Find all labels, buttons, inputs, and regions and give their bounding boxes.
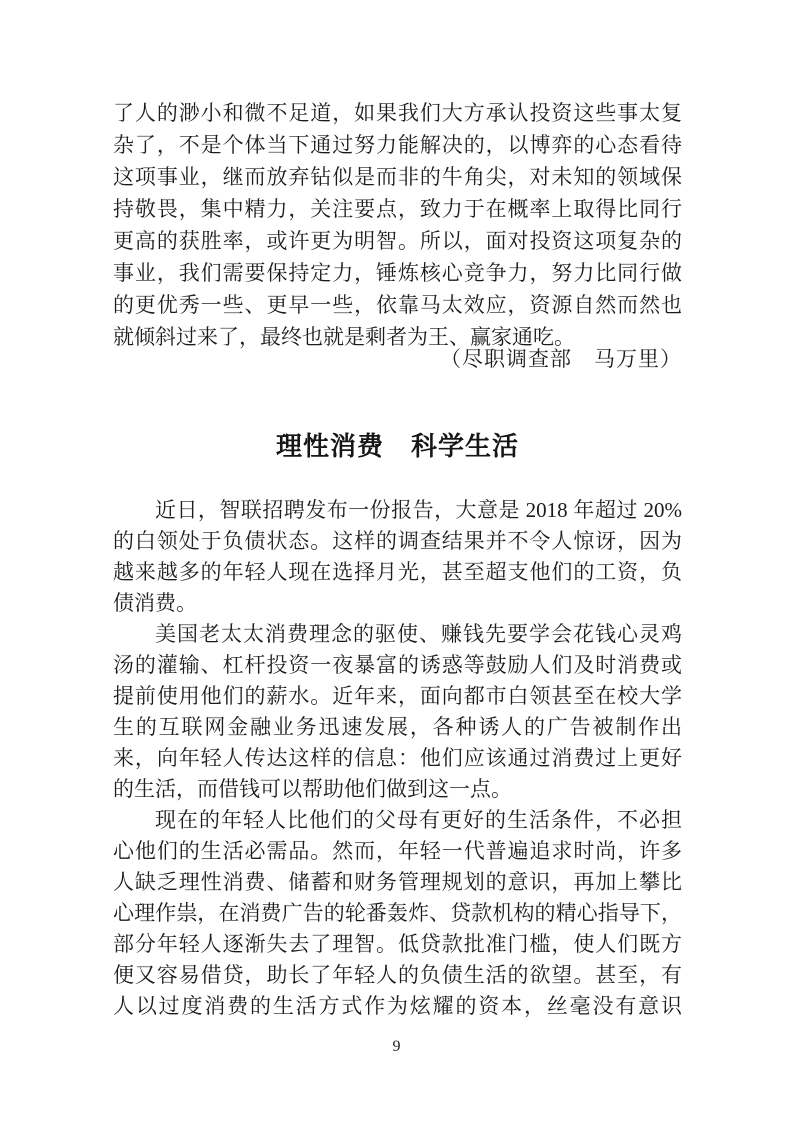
text-line: 汤的灌输、杠杆投资一夜暴富的诱惑等鼓励人们及时消费或 <box>113 653 682 677</box>
continuation-paragraph <box>113 97 682 353</box>
text-line: 人以过度消费的生活方式作为炫耀的资本，丝毫没有意识 <box>113 994 682 1018</box>
text-line: 的生活，而借钱可以帮助他们做到这一点。 <box>113 777 512 801</box>
text-line: 心他们的生活必需品。然而，年轻一代普遍追求时尚，许多 <box>113 839 682 863</box>
text-line: 提前使用他们的薪水。近年来，面向都市白领甚至在校大学 <box>113 684 682 708</box>
text-line: 越来越多的年轻人现在选择月光，甚至超支他们的工资，负 <box>113 560 682 584</box>
text-line: 了人的渺小和微不足道，如果我们大方承认投资这些事太复 <box>113 101 682 125</box>
text-line: 事业，我们需要保持定力，锤炼核心竞争力，努力比同行做 <box>113 261 682 285</box>
text-line: 现在的年轻人比他们的父母有更好的生活条件，不必担 <box>155 808 682 832</box>
text-line: 人缺乏理性消费、储蓄和财务管理规划的意识，再加上攀比 <box>113 870 682 894</box>
attribution-line: （尽职调查部 马万里） <box>440 347 682 371</box>
text-line: 的更优秀一些、更早一些，依靠马太效应，资源自然而然也 <box>113 293 682 317</box>
text-line: 更高的获胜率，或许更为明智。所以，面对投资这项复杂的 <box>113 229 682 253</box>
text-line: 的白领处于负债状态。这样的调查结果并不令人惊讶，因为 <box>113 529 682 553</box>
text-line: 杂了，不是个体当下通过努力能解决的，以博弈的心态看待 <box>113 133 682 157</box>
page-number: 9 <box>392 1038 401 1055</box>
text-line: 近日，智联招聘发布一份报告，大意是 2018 年超过 20% <box>155 498 682 522</box>
text-line: 这项事业，继而放弃钻似是而非的牛角尖，对未知的领域保 <box>113 165 682 189</box>
text-line: 来，向年轻人传达这样的信息：他们应该通过消费过上更好 <box>113 746 682 770</box>
text-line: 持敬畏，集中精力，关注要点，致力于在概率上取得比同行 <box>113 197 682 221</box>
text-line: 心理作祟，在消费广告的轮番轰炸、贷款机构的精心指导下， <box>113 901 682 925</box>
text-line: 便又容易借贷，助长了年轻人的负债生活的欲望。甚至，有 <box>113 963 682 987</box>
section-heading: 理性消费 科学生活 <box>275 431 519 461</box>
text-line: 美国老太太消费理念的驱使、赚钱先要学会花钱心灵鸡 <box>155 622 682 646</box>
text-line: 就倾斜过来了，最终也就是剩者为王、赢家通吃。 <box>113 325 575 349</box>
section-body <box>113 495 682 1022</box>
text-line: 部分年轻人逐渐失去了理智。低贷款批准门槛，使人们既方 <box>113 932 682 956</box>
text-line: 债消费。 <box>113 591 197 615</box>
text-line: 生的互联网金融业务迅速发展，各种诱人的广告被制作出 <box>113 715 682 739</box>
